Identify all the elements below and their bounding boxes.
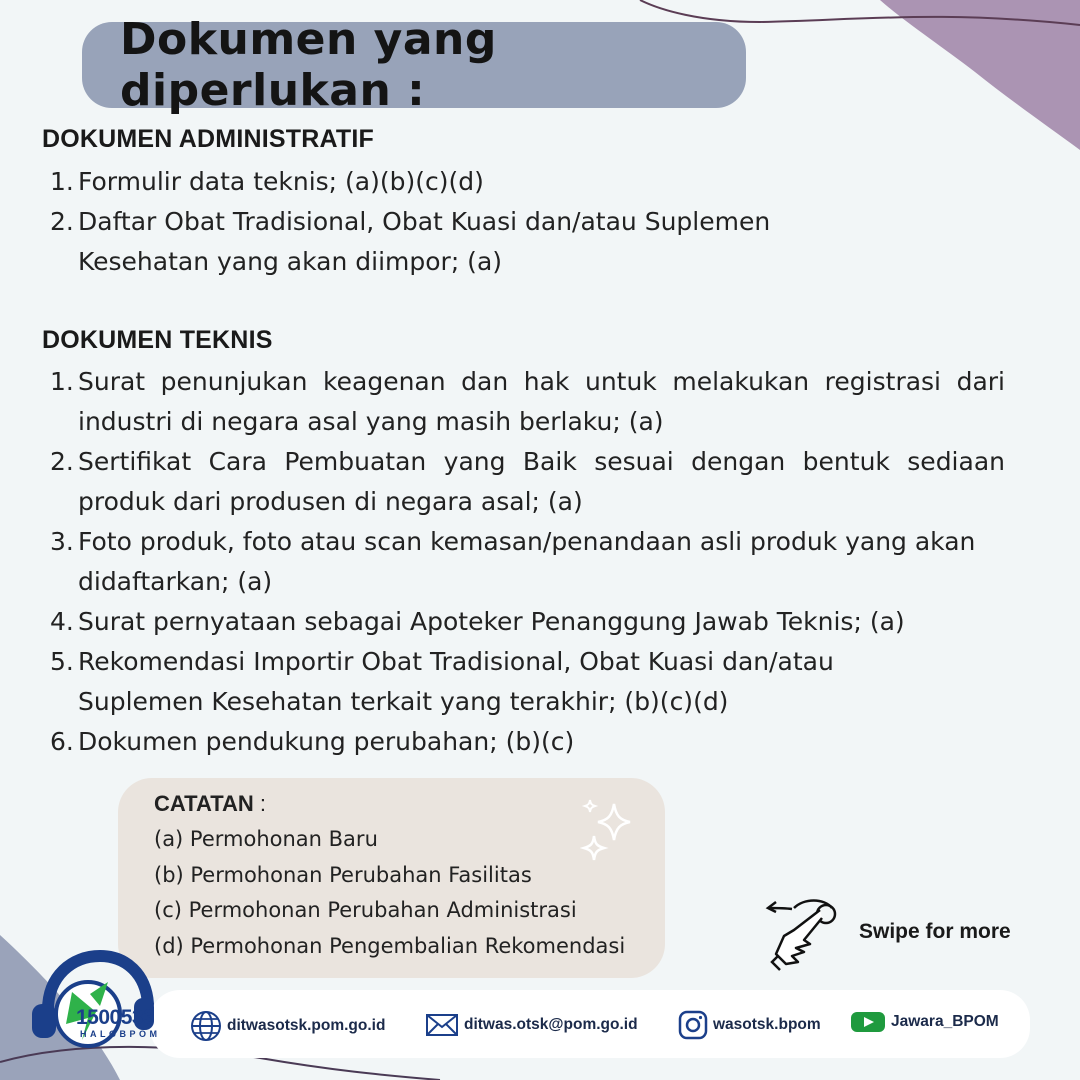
instagram-icon (678, 1010, 708, 1040)
youtube-icon (850, 1010, 886, 1034)
item-text: Dokumen pendukung perubahan; (b)(c) (78, 727, 575, 756)
note-item: (b) Permohonan Perubahan Fasilitas (154, 862, 532, 887)
section-heading-administratif: DOKUMEN ADMINISTRATIF (42, 125, 374, 153)
section-heading-teknis: DOKUMEN TEKNIS (42, 326, 273, 354)
email-text: ditwas.otsk@pom.go.id (464, 1016, 638, 1033)
item-text: Foto produk, foto atau scan kemasan/penandaan asli produk yang akan didaftarkan; (a) (78, 527, 976, 596)
item-number: 3. (50, 527, 74, 556)
swipe-label: Swipe for more (859, 920, 1011, 943)
youtube-contact[interactable] (850, 1010, 999, 1034)
logo-subtitle: HALOBPOM (80, 1029, 161, 1039)
administratif-list (50, 162, 1005, 282)
list-item (50, 602, 1005, 642)
list-item (50, 442, 1005, 522)
notes-title-text: CATATAN (154, 791, 254, 816)
item-text: Surat penunjukan keagenan dan hak untuk melakukan registrasi dari industri di negara asal yang masih berlaku; (a) (78, 367, 1005, 436)
item-number: 1. (50, 167, 74, 196)
globe-icon (190, 1010, 222, 1042)
website-contact[interactable] (190, 1010, 385, 1042)
item-number: 1. (50, 367, 74, 396)
swipe-hand-icon (764, 896, 844, 972)
email-contact[interactable] (425, 1012, 638, 1038)
item-text: Formulir data teknis; (a)(b)(c)(d) (78, 167, 484, 196)
item-number: 2. (50, 447, 74, 476)
list-item (50, 362, 1005, 442)
item-text: Surat pernyataan sebagai Apoteker Penanggung Jawab Teknis; (a) (78, 607, 905, 636)
website-text: ditwasotsk.pom.go.id (227, 1017, 386, 1034)
list-item (50, 522, 1005, 602)
logo-number: 1500533 (76, 1006, 155, 1029)
item-text: Sertifikat Cara Pembuatan yang Baik sesuai dengan bentuk sediaan produk dari produsen di negara asal; (a) (78, 447, 1005, 516)
headset-logo-icon (26, 948, 176, 1058)
item-number: 5. (50, 647, 74, 676)
list-item (50, 202, 1005, 282)
list-item (50, 722, 1005, 762)
item-number: 6. (50, 727, 74, 756)
teknis-list (50, 362, 1005, 762)
instagram-contact[interactable] (678, 1010, 821, 1040)
envelope-icon (425, 1012, 459, 1038)
page-title: Dokumen yang diperlukan : (120, 14, 497, 116)
list-item (50, 162, 1005, 202)
sparkles-icon (580, 796, 636, 868)
list-item (50, 642, 1005, 722)
note-item: (a) Permohonan Baru (154, 827, 378, 851)
item-number: 2. (50, 207, 74, 236)
item-text: Rekomendasi Importir Obat Tradisional, Obat Kuasi dan/atau Suplemen Kesehatan terkait yang terakhir; (b)(c)(d) (78, 647, 834, 716)
youtube-text: Jawara_BPOM (891, 1013, 999, 1030)
notes-title-colon: : (253, 791, 267, 816)
title-banner (82, 14, 746, 116)
note-item: (c) Permohonan Perubahan Administrasi (154, 898, 577, 922)
note-item: (d) Permohonan Pengembalian Rekomendasi (154, 933, 626, 958)
item-number: 4. (50, 607, 74, 636)
instagram-text: wasotsk.bpom (713, 1016, 821, 1033)
item-text: Daftar Obat Tradisional, Obat Kuasi dan/atau Suplemen Kesehatan yang akan diimpor; (a) (78, 207, 771, 276)
